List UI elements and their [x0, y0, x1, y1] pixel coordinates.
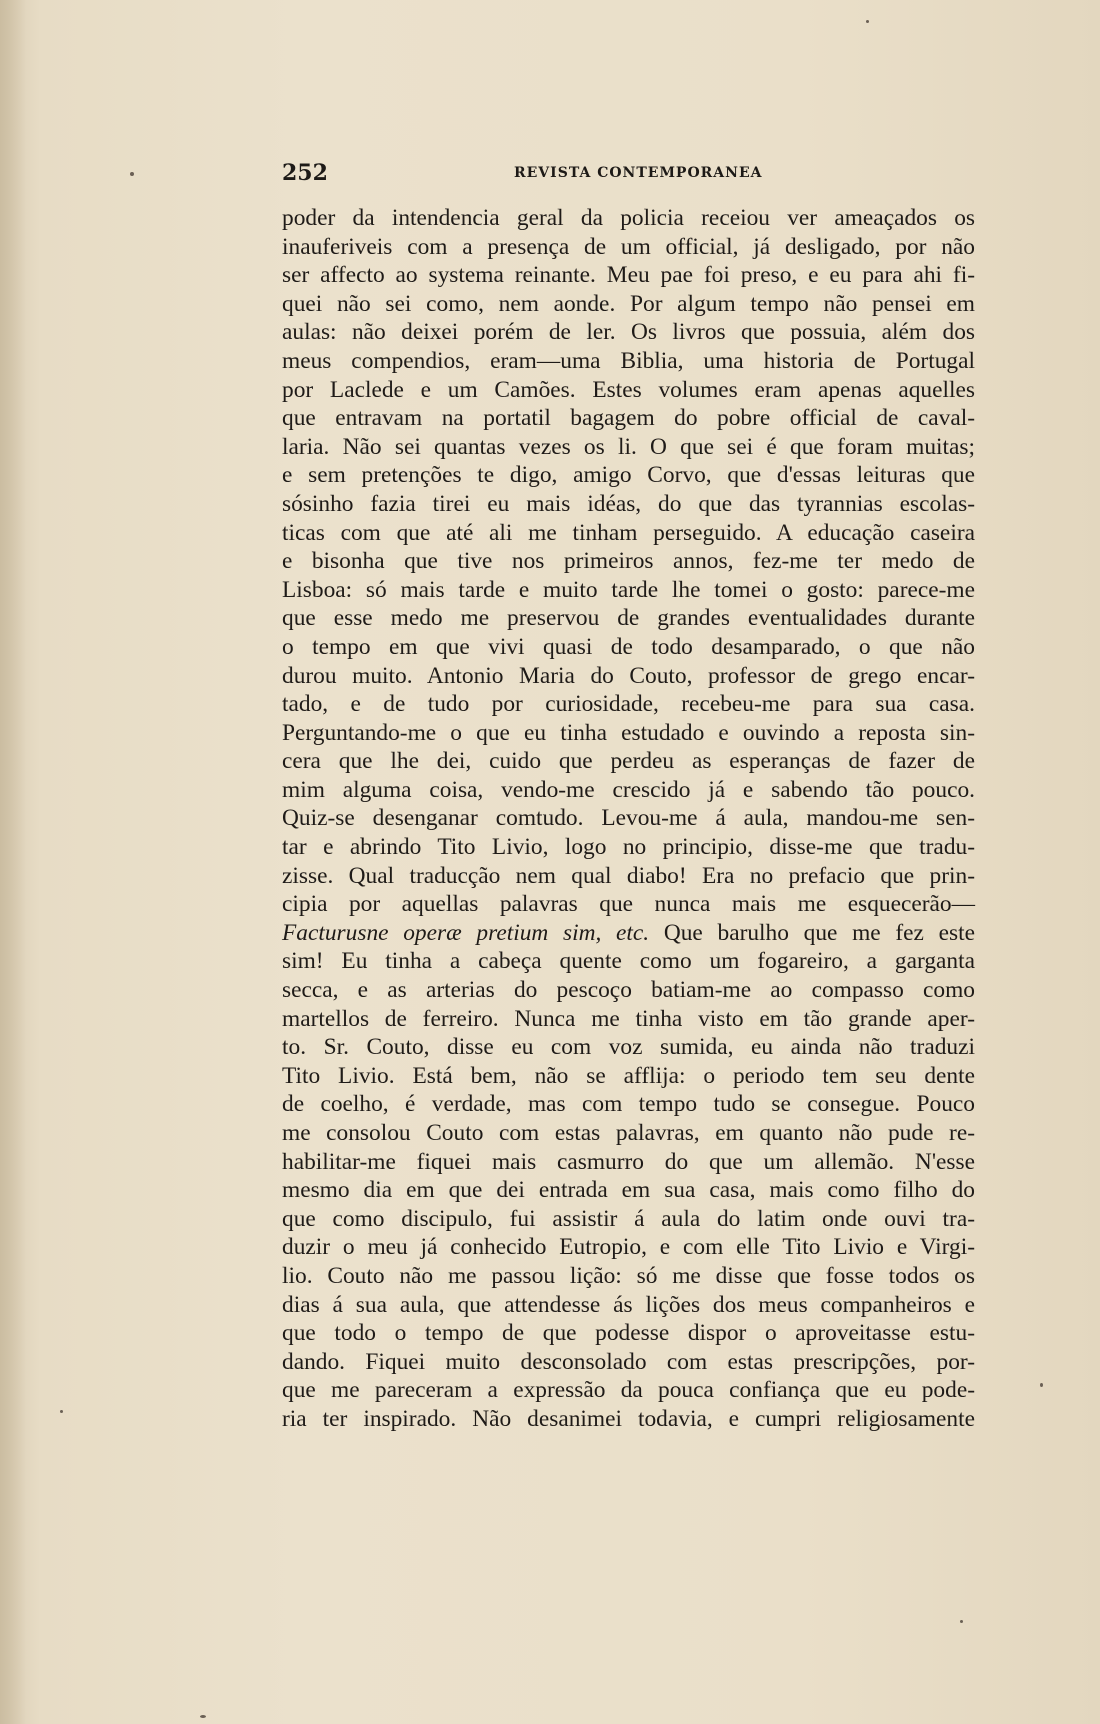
text-line: ria ter inspirado. Não desanimei todavia, e cumpri religiosamente [282, 1405, 975, 1432]
text-line: e bisonha que tive nos primeiros annos, fez-me ter medo de [282, 548, 975, 575]
text-line: que entravam na portatil bagagem do pobre official de caval- [282, 405, 975, 432]
text-line: que todo o tempo de que podesse dispor o aproveitasse estu- [282, 1320, 975, 1347]
text-line: durou muito. Antonio Maria do Couto, professor de grego encar- [282, 662, 975, 689]
paper-speck [960, 1620, 963, 1623]
text-line: sim! Eu tinha a cabeça quente como um fogareiro, a garganta [282, 948, 975, 975]
text-line: laria. Não sei quantas vezes os li. O que sei é que foram muitas; [282, 433, 975, 460]
text-line [282, 919, 975, 948]
text-line: de coelho, é verdade, mas com tempo tudo se consegue. Pouco [282, 1091, 975, 1118]
page-number: 252 [282, 160, 328, 186]
text-line: dias á sua aula, que attendesse ás lições dos meus companheiros e [282, 1291, 975, 1318]
text-line: lio. Couto não me passou lição: só me disse que fosse todos os [282, 1262, 975, 1289]
text-line: duzir o meu já conhecido Eutropio, e com elle Tito Livio e Virgi- [282, 1234, 975, 1261]
text-line: cipia por aquellas palavras que nunca mais me esquecerão— [282, 891, 975, 918]
page-header [282, 160, 975, 186]
text-line: tar e abrindo Tito Livio, logo no principio, disse-me que tradu- [282, 834, 975, 861]
text-line: ticas com que até ali me tinham perseguido. A educação caseira [282, 519, 975, 546]
text-line: sósinho fazia tirei eu mais idéas, do que das tyrannias escolas- [282, 490, 975, 517]
text-line: o tempo em que vivi quasi de todo desamparado, o que não [282, 633, 975, 660]
text-line: aulas: não deixei porém de ler. Os livros que possuia, além dos [282, 319, 975, 346]
text-line: mim alguma coisa, vendo-me crescido já e sabendo tão pouco. [282, 776, 975, 803]
text-line: secca, e as arterias do pescoço batiam-me ao compasso como [282, 977, 975, 1004]
paper-speck [130, 172, 134, 176]
paper-speck [60, 1410, 63, 1413]
text-line: meus compendios, eram—uma Biblia, uma historia de Portugal [282, 347, 975, 374]
text-line: Lisboa: só mais tarde e muito tarde lhe tomei o gosto: parece-me [282, 576, 975, 603]
text-line: ser affecto ao systema reinante. Meu pae foi preso, e eu para ahi fi- [282, 262, 975, 289]
text-line: martellos de ferreiro. Nunca me tinha visto em tão grande aper- [282, 1005, 975, 1032]
text-line: me consolou Couto com estas palavras, em quanto não pude re- [282, 1120, 975, 1146]
text-line: por Laclede e um Camões. Estes volumes eram apenas aquelles [282, 376, 975, 403]
text-line: Perguntando-me o que eu tinha estudado e ouvindo a reposta sin- [282, 719, 975, 746]
text-line: dando. Fiquei muito desconsolado com estas prescripções, por- [282, 1348, 975, 1375]
text-line: inauferiveis com a presença de um official, já desligado, por não [282, 233, 975, 260]
text-line: habilitar-me fiquei mais casmurro do que um allemão. N'esse [282, 1148, 975, 1175]
body-text [282, 204, 975, 1434]
text-line: Tito Livio. Está bem, não se afflija: o periodo tem seu dente [282, 1062, 975, 1089]
text-line: tado, e de tudo por curiosidade, recebeu-me para sua casa. [282, 691, 975, 718]
text-line: poder da intendencia geral da policia receiou ver ameaçados os [282, 205, 975, 231]
paper-speck [1040, 1383, 1043, 1387]
text-line: que esse medo me preservou de grandes eventualidades durante [282, 605, 975, 632]
text-line: cera que lhe dei, cuido que perdeu as esperanças de fazer de [282, 748, 975, 775]
text-line: que me pareceram a expressão da pouca confiança que eu pode- [282, 1377, 975, 1404]
text-line: que como discipulo, fui assistir á aula do latim onde ouvi tra- [282, 1205, 975, 1232]
text-line-rest: Que barulho que me fez este [649, 919, 975, 946]
running-title: REVISTA CONTEMPORANEA [514, 165, 763, 181]
text-line: to. Sr. Couto, disse eu com voz sumida, eu ainda não traduzi [282, 1034, 975, 1061]
text-line: mesmo dia em que dei entrada em sua casa, mais como filho do [282, 1177, 975, 1204]
paper-speck [200, 1715, 206, 1718]
paper-speck [866, 20, 869, 23]
page-edge-shadow [0, 0, 26, 1724]
latin-quote: Facturusne operæ pretium sim, etc. [282, 919, 650, 946]
text-line: quei não sei como, nem aonde. Por algum tempo não pensei em [282, 290, 975, 317]
text-line: e sem pretenções te digo, amigo Corvo, que d'essas leituras que [282, 462, 975, 489]
text-line: zisse. Qual traducção nem qual diabo! Era no prefacio que prin- [282, 862, 975, 889]
text-line: Quiz-se desenganar comtudo. Levou-me á aula, mandou-me sen- [282, 805, 975, 832]
